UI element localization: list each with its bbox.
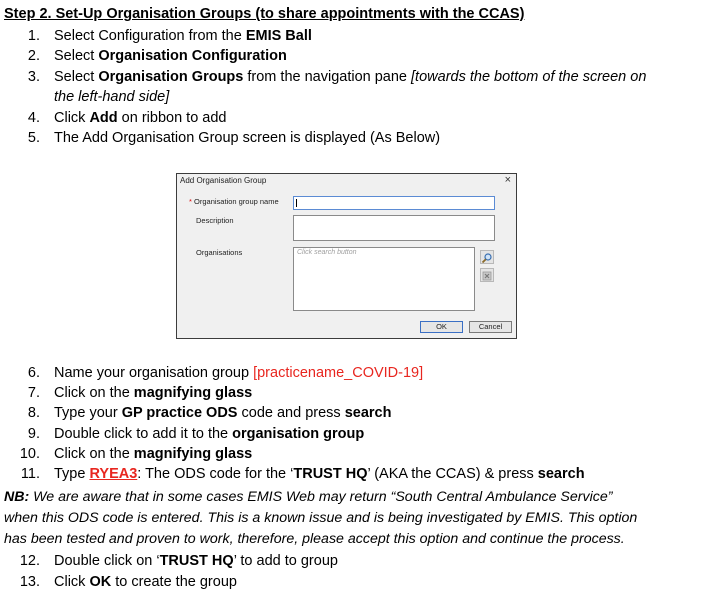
step-text: [54, 87, 169, 107]
text-caret: [296, 199, 297, 207]
step-text: [54, 363, 423, 383]
organisations-label: Organisations: [196, 248, 243, 257]
step-number: 7.: [27, 385, 40, 402]
step-heading: Step 2. Set-Up Organisation Groups (to share appointments with the CCAS): [4, 6, 525, 22]
text-run: : The ODS code for the ‘: [137, 466, 294, 482]
text-run: Click: [54, 574, 90, 590]
text-run: organisation group: [232, 425, 365, 442]
organisations-placeholder: Click search button: [297, 249, 357, 256]
step-number: 9.: [27, 425, 40, 442]
text-run: Organisation Groups: [98, 68, 244, 85]
step-item: [0, 363, 715, 383]
step-text: [54, 551, 338, 571]
cancel-button[interactable]: Cancel: [469, 321, 512, 333]
nb-line: [4, 487, 612, 507]
required-asterisk: *: [189, 197, 192, 206]
text-run: to create the group: [111, 574, 237, 590]
nb-line: [4, 529, 625, 549]
step-item: [0, 464, 715, 484]
text-run: ’ (AKA the CCAS) & press: [367, 466, 538, 482]
text-run: Select Configuration from the: [54, 28, 246, 44]
step-text: [54, 444, 252, 464]
text-run: Click on the: [54, 445, 134, 462]
text-run: The Add Organisation Group screen is displayed (As Below): [54, 130, 441, 146]
nb-line: [4, 508, 637, 528]
text-run: when this ODS code is entered. This is a known issue and is being investigated by EMIS. This option: [4, 510, 638, 526]
close-icon[interactable]: ×: [504, 174, 511, 186]
step-number: 5.: [27, 130, 40, 146]
text-run: Select: [54, 48, 99, 65]
dialog-title: Add Organisation Group: [180, 176, 267, 185]
step-item: [0, 46, 715, 66]
step-item: [0, 551, 715, 571]
text-run: TRUST HQ: [159, 553, 234, 569]
text-run: Click: [54, 109, 90, 126]
text-run: EMIS Ball: [245, 28, 312, 44]
text-run: Name your organisation group: [54, 365, 254, 381]
search-button[interactable]: [480, 250, 494, 264]
step-item: [0, 26, 715, 46]
step-text: [54, 128, 440, 148]
text-run: from the navigation pane: [243, 68, 412, 85]
text-run: code and press: [237, 405, 345, 422]
step-item: [0, 572, 715, 592]
text-run: Double click to add it to the: [54, 425, 233, 442]
step-number: 13.: [19, 574, 40, 590]
step-text: [54, 26, 312, 46]
step-text: [54, 403, 391, 423]
text-run: Type: [54, 466, 90, 482]
magnifier-icon: [481, 252, 493, 264]
step-text: [54, 46, 287, 66]
ok-button[interactable]: OK: [420, 321, 463, 333]
text-run: magnifying glass: [133, 385, 253, 402]
step-text: [54, 108, 226, 128]
step-number: 6.: [27, 365, 40, 381]
organisations-list[interactable]: [293, 247, 475, 311]
step-number: 1.: [27, 28, 40, 44]
add-organisation-group-dialog: [176, 173, 517, 339]
step-text: [54, 383, 252, 403]
step-item: [0, 128, 715, 148]
text-run: [towards the bottom of the screen on: [411, 68, 647, 85]
text-run: NB:: [4, 489, 30, 505]
text-run: We are aware that in some cases EMIS Web may return “South Central Ambulance Service”: [29, 489, 613, 505]
step-text: [54, 424, 364, 444]
organisation-group-name-label: [189, 197, 279, 206]
text-run: Double click on ‘: [54, 553, 160, 569]
step-number: 4.: [27, 109, 40, 126]
step-text: [54, 464, 585, 484]
text-run: has been tested and proven to work, therefore, please accept this option and continue the process.: [4, 531, 625, 547]
text-run: Click on the: [54, 385, 134, 402]
text-run: Add: [89, 109, 118, 126]
step-number: 8.: [27, 405, 40, 422]
step-text: [54, 67, 646, 87]
step-number: 10.: [19, 445, 40, 462]
step-number: 3.: [27, 68, 40, 85]
step-number: 11.: [20, 466, 40, 482]
step-number: 12.: [19, 553, 40, 569]
remove-icon: [481, 270, 493, 282]
text-run: Organisation Configuration: [98, 48, 287, 65]
step-item: [0, 67, 715, 87]
step-item: [0, 444, 715, 464]
description-input[interactable]: [293, 215, 495, 241]
text-run: Select: [54, 68, 99, 85]
text-run: search: [344, 405, 392, 422]
text-run: [practicename_COVID-19]: [253, 365, 424, 381]
text-run: GP practice ODS: [121, 405, 238, 422]
text-run: search: [537, 466, 585, 482]
step-item: [0, 383, 715, 403]
organisation-group-name-input[interactable]: [293, 196, 495, 210]
text-run: Type your: [54, 405, 122, 422]
name-label-text: Organisation group name: [194, 197, 279, 206]
step-item: [0, 403, 715, 423]
step-number: 2.: [27, 48, 40, 65]
step-item: [0, 108, 715, 128]
step-text: [54, 572, 237, 592]
text-run: magnifying glass: [133, 445, 253, 462]
description-label: Description: [196, 216, 234, 225]
step-item: [0, 87, 715, 107]
text-run: the left-hand side]: [54, 89, 170, 106]
text-run: ’ to add to group: [233, 553, 338, 569]
text-run: TRUST HQ: [293, 466, 368, 482]
text-run: RYEA3: [89, 466, 138, 482]
remove-button[interactable]: [480, 268, 494, 282]
text-run: OK: [89, 574, 112, 590]
text-run: on ribbon to add: [117, 109, 227, 126]
step-item: [0, 424, 715, 444]
